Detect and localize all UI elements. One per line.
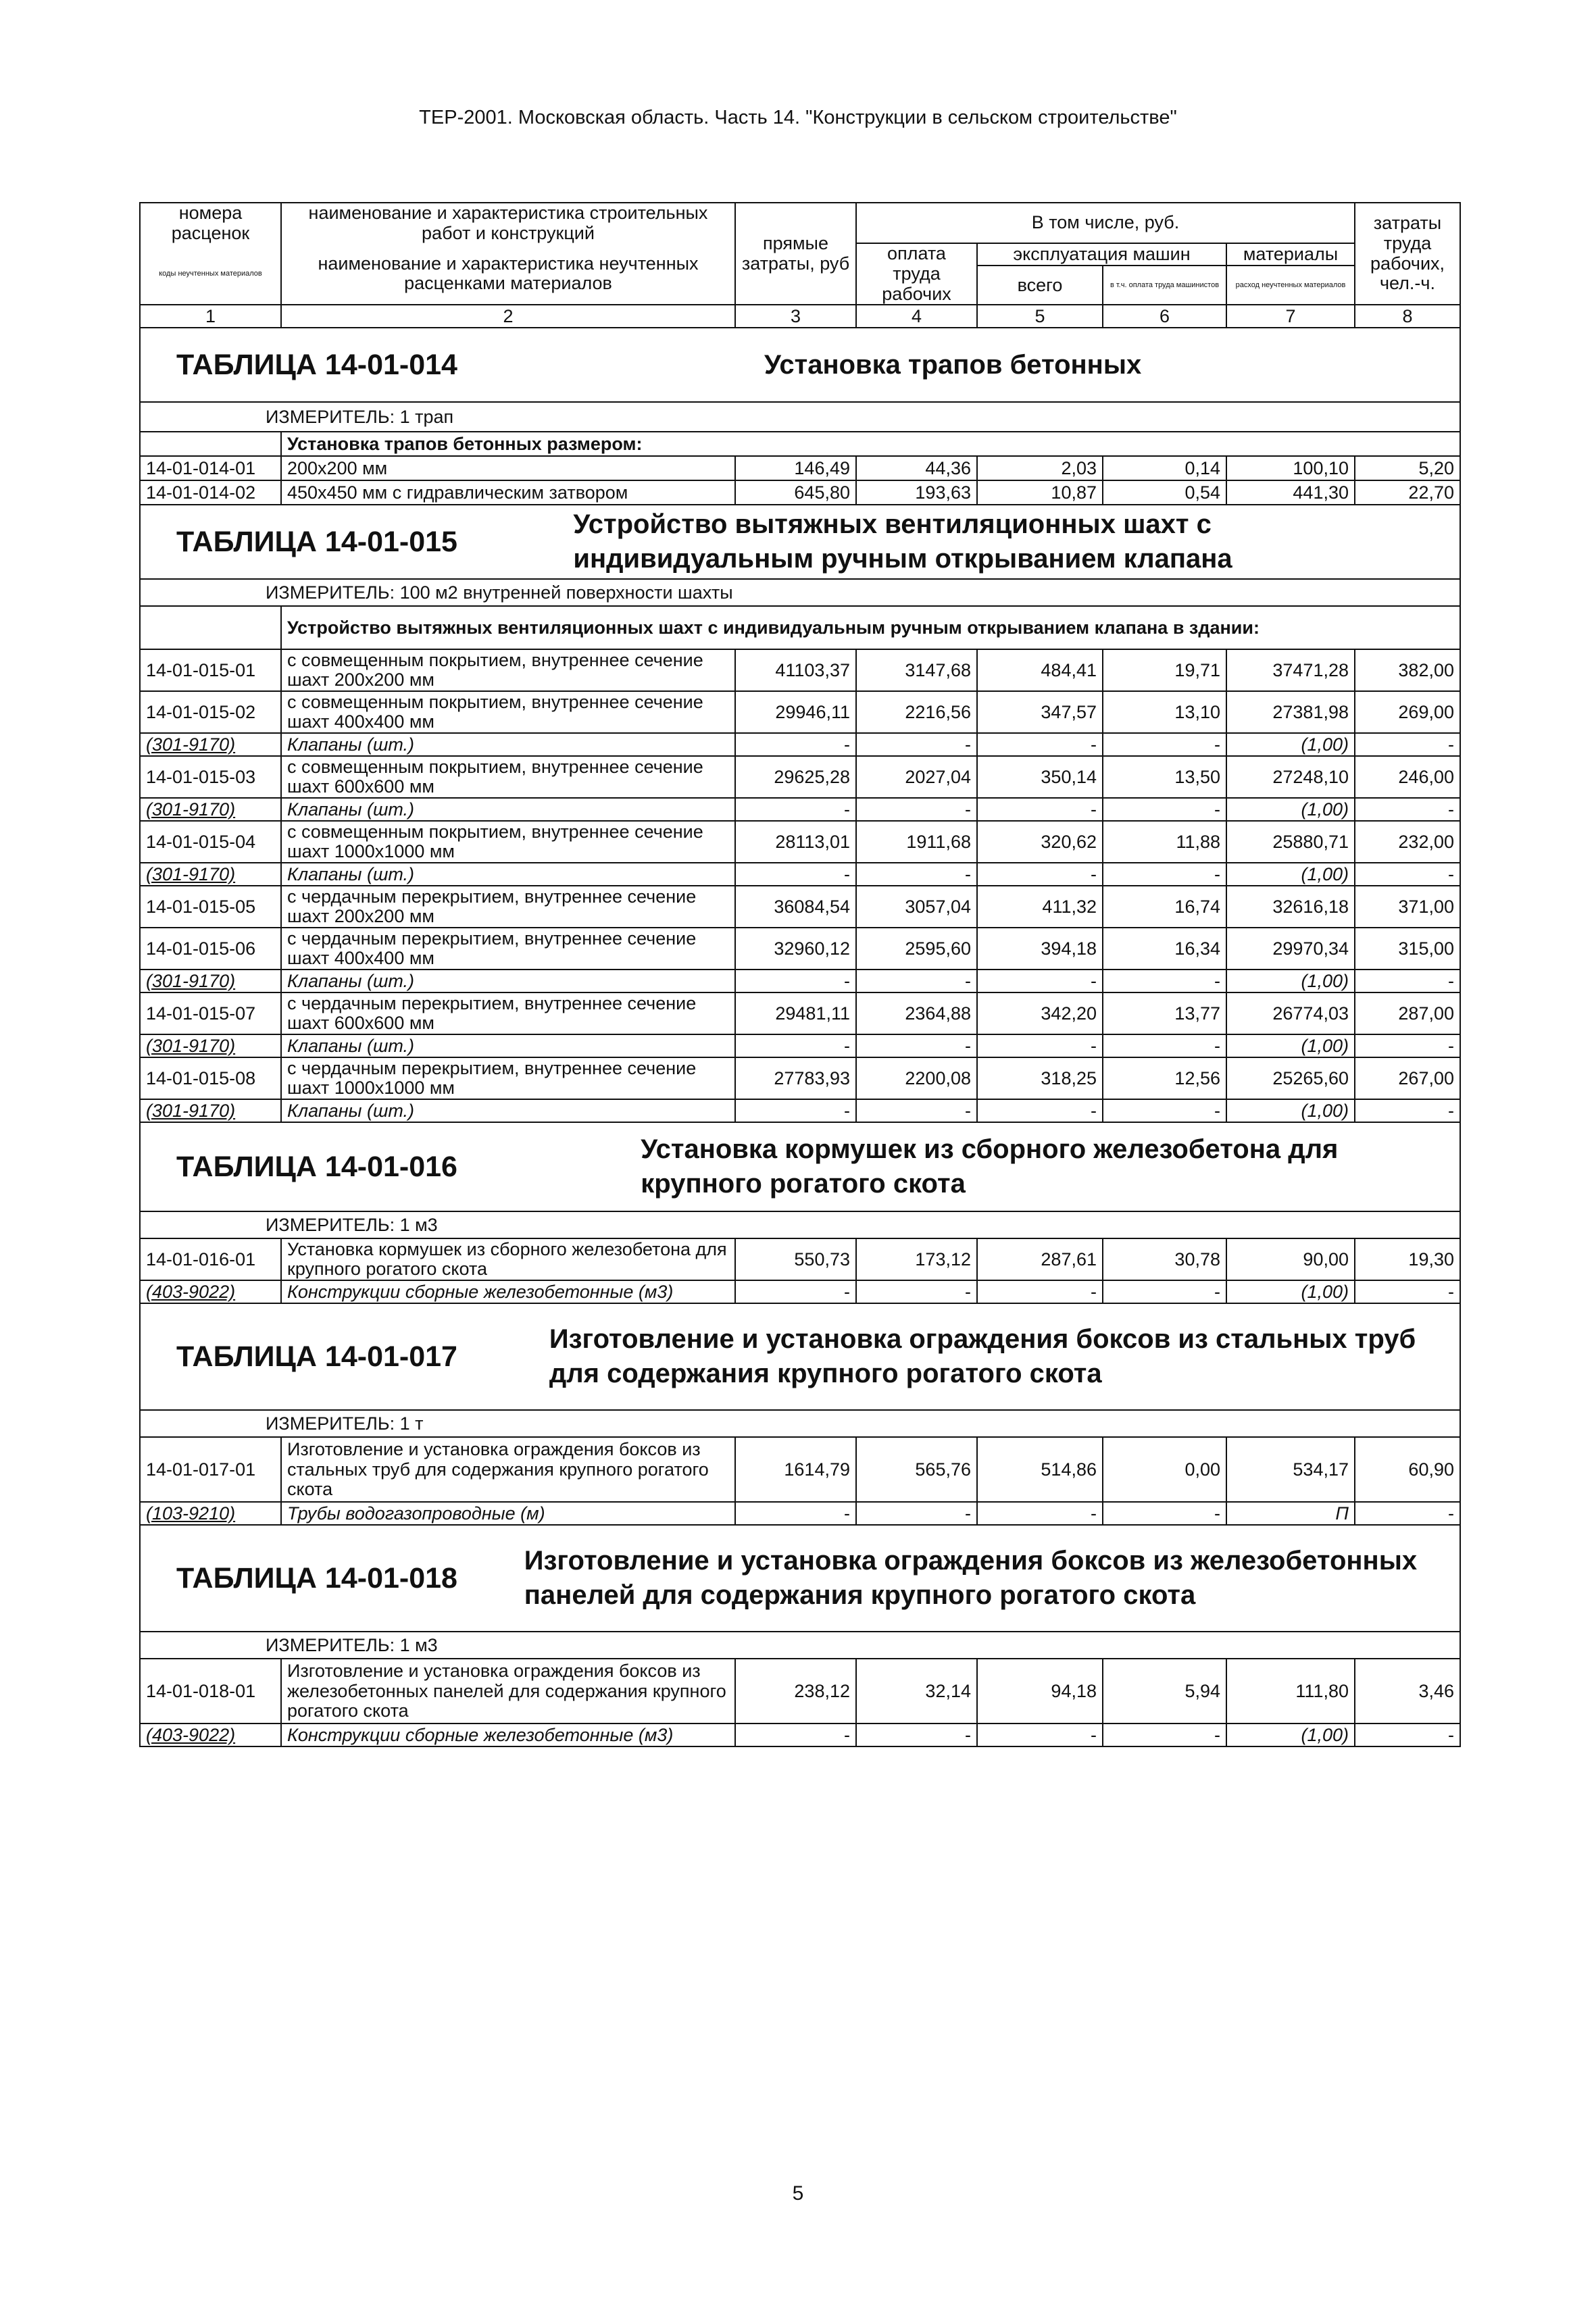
header-row-1 — [140, 203, 1460, 243]
rate-code: 14-01-015-05 — [140, 886, 281, 928]
material-code: (301-9170) — [140, 798, 281, 821]
value-c8: 269,00 — [1355, 691, 1460, 733]
material-code: (301-9170) — [140, 970, 281, 992]
dash-c6: - — [1103, 1099, 1226, 1122]
rate-code: 14-01-015-02 — [140, 691, 281, 733]
value-c3: 550,73 — [735, 1238, 856, 1280]
table-row — [140, 480, 1460, 505]
value-c5: 10,87 — [977, 480, 1103, 505]
column-number: 2 — [281, 305, 735, 328]
value-c7: 37471,28 — [1226, 649, 1355, 691]
value-c5: 94,18 — [977, 1659, 1103, 1724]
value-c4: 44,36 — [856, 456, 977, 480]
table-row — [140, 886, 1460, 928]
value-c3: 29946,11 — [735, 691, 856, 733]
material-code: (301-9170) — [140, 863, 281, 886]
table-row — [140, 456, 1460, 480]
document-title: ТЕР-2001. Московская область. Часть 14. "Конструкции в сельском строительстве" — [419, 107, 1177, 128]
material-name: Трубы водогазопроводные (м) — [281, 1502, 735, 1525]
work-name: с чердачным перекрытием, внутреннее сечение шахт 200х200 мм — [281, 886, 735, 928]
material-name: Клапаны (шт.) — [281, 733, 735, 756]
value-c3: 32960,12 — [735, 928, 856, 970]
dash-c8: - — [1355, 1502, 1460, 1525]
column-number: 6 — [1103, 305, 1226, 328]
measure-row — [140, 1410, 1460, 1437]
rate-code: 14-01-015-03 — [140, 756, 281, 798]
dash-c6: - — [1103, 1280, 1226, 1303]
value-c8: 60,90 — [1355, 1437, 1460, 1502]
value-c4: 565,76 — [856, 1437, 977, 1502]
value-c6: 0,14 — [1103, 456, 1226, 480]
dash-c8: - — [1355, 733, 1460, 756]
table-row — [140, 1659, 1460, 1724]
section-title — [146, 348, 1454, 382]
value-c4: 193,63 — [856, 480, 977, 505]
dash-c5: - — [977, 733, 1103, 756]
value-c6: 0,00 — [1103, 1437, 1226, 1502]
header-unaccounted-materials-label: расход неучтенных материалов — [1235, 280, 1346, 289]
material-code: (301-9170) — [140, 1034, 281, 1057]
subheading: Устройство вытяжных вентиляционных шахт с индивидуальным ручным открыванием клапана в здании: — [281, 606, 1460, 649]
value-c8: 287,00 — [1355, 992, 1460, 1034]
value-c3: 29625,28 — [735, 756, 856, 798]
header-materials: материалы — [1226, 243, 1355, 266]
value-c5: 394,18 — [977, 928, 1103, 970]
material-name: Клапаны (шт.) — [281, 863, 735, 886]
section-title — [146, 507, 1454, 576]
material-code: (103-9210) — [140, 1502, 281, 1525]
table-row — [140, 691, 1460, 733]
section-title-cell — [140, 1122, 1460, 1211]
column-number: 4 — [856, 305, 977, 328]
table-row — [140, 1238, 1460, 1280]
dash-c6: - — [1103, 1034, 1226, 1057]
header-machines: эксплуатация машин — [977, 243, 1226, 266]
value-c7: 534,17 — [1226, 1437, 1355, 1502]
section-title-row — [140, 1303, 1460, 1410]
value-c7: 25880,71 — [1226, 821, 1355, 863]
dash-c3: - — [735, 1724, 856, 1746]
value-c7: 27381,98 — [1226, 691, 1355, 733]
section-title-row — [140, 1525, 1460, 1632]
material-row — [140, 1280, 1460, 1303]
dash-c4: - — [856, 1280, 977, 1303]
table-name: Изготовление и установка ограждения боксов из стальных труб для содержания крупного рогатого скота — [549, 1324, 1416, 1389]
material-code: (301-9170) — [140, 1099, 281, 1122]
value-c6: 5,94 — [1103, 1659, 1226, 1724]
dash-c4: - — [856, 1724, 977, 1746]
section-title-cell — [140, 1303, 1460, 1410]
value-c5: 514,86 — [977, 1437, 1103, 1502]
table-id: ТАБЛИЦА 14-01-016 — [176, 1150, 457, 1183]
measure-unit: ИЗМЕРИТЕЛЬ: 100 м2 внутренней поверхности шахты — [140, 579, 1460, 606]
value-c4: 3147,68 — [856, 649, 977, 691]
dash-c8: - — [1355, 798, 1460, 821]
value-c8: 371,00 — [1355, 886, 1460, 928]
value-c5: 287,61 — [977, 1238, 1103, 1280]
header-machinist-pay-label: в т.ч. оплата труда машинистов — [1109, 280, 1220, 289]
value-c8: 267,00 — [1355, 1057, 1460, 1099]
measure-unit: ИЗМЕРИТЕЛЬ: 1 т — [140, 1410, 1460, 1437]
value-c6: 13,77 — [1103, 992, 1226, 1034]
subheading-code-cell — [140, 432, 281, 456]
dash-c3: - — [735, 798, 856, 821]
value-c5: 318,25 — [977, 1057, 1103, 1099]
material-quantity: (1,00) — [1226, 798, 1355, 821]
column-number: 7 — [1226, 305, 1355, 328]
measure-unit: ИЗМЕРИТЕЛЬ: 1 м3 — [140, 1632, 1460, 1659]
dash-c4: - — [856, 1034, 977, 1057]
value-c7: 32616,18 — [1226, 886, 1355, 928]
section-title — [146, 1132, 1454, 1201]
value-c6: 13,50 — [1103, 756, 1226, 798]
material-name: Конструкции сборные железобетонные (м3) — [281, 1280, 735, 1303]
value-c7: 90,00 — [1226, 1238, 1355, 1280]
material-name: Клапаны (шт.) — [281, 970, 735, 992]
table-body — [140, 203, 1460, 1746]
value-c5: 342,20 — [977, 992, 1103, 1034]
header-rate-number: номера расценок — [140, 203, 281, 243]
value-c4: 2216,56 — [856, 691, 977, 733]
value-c4: 2027,04 — [856, 756, 977, 798]
rate-code: 14-01-015-04 — [140, 821, 281, 863]
value-c8: 382,00 — [1355, 649, 1460, 691]
dash-c6: - — [1103, 733, 1226, 756]
table-row — [140, 821, 1460, 863]
rate-code: 14-01-015-01 — [140, 649, 281, 691]
value-c6: 16,34 — [1103, 928, 1226, 970]
dash-c5: - — [977, 1034, 1103, 1057]
page-number: 5 — [792, 2182, 804, 2205]
value-c3: 36084,54 — [735, 886, 856, 928]
header-machines-total: всего — [977, 266, 1103, 305]
measure-row — [140, 1632, 1460, 1659]
value-c6: 0,54 — [1103, 480, 1226, 505]
value-c4: 1911,68 — [856, 821, 977, 863]
value-c8: 3,46 — [1355, 1659, 1460, 1724]
dash-c5: - — [977, 863, 1103, 886]
work-name: с чердачным перекрытием, внутреннее сечение шахт 400х400 мм — [281, 928, 735, 970]
rate-code: 14-01-015-06 — [140, 928, 281, 970]
measure-unit: ИЗМЕРИТЕЛЬ: 1 трап — [140, 402, 1460, 432]
value-c3: 28113,01 — [735, 821, 856, 863]
value-c6: 13,10 — [1103, 691, 1226, 733]
work-name: с совмещенным покрытием, внутреннее сечение шахт 600х600 мм — [281, 756, 735, 798]
section-title — [146, 1322, 1454, 1391]
table-row — [140, 992, 1460, 1034]
dash-c6: - — [1103, 1502, 1226, 1525]
material-row — [140, 1502, 1460, 1525]
rate-code: 14-01-017-01 — [140, 1437, 281, 1502]
table-id: ТАБЛИЦА 14-01-015 — [176, 525, 457, 558]
material-name: Клапаны (шт.) — [281, 1034, 735, 1057]
table-id: ТАБЛИЦА 14-01-014 — [176, 348, 457, 381]
value-c7: 441,30 — [1226, 480, 1355, 505]
dash-c3: - — [735, 863, 856, 886]
value-c5: 411,32 — [977, 886, 1103, 928]
value-c4: 3057,04 — [856, 886, 977, 928]
material-quantity: (1,00) — [1226, 1280, 1355, 1303]
value-c6: 19,71 — [1103, 649, 1226, 691]
value-c3: 146,49 — [735, 456, 856, 480]
rate-code: 14-01-018-01 — [140, 1659, 281, 1724]
dash-c3: - — [735, 1280, 856, 1303]
dash-c5: - — [977, 970, 1103, 992]
rate-code: 14-01-014-01 — [140, 456, 281, 480]
section-title-row — [140, 328, 1460, 402]
header-including-group: В том числе, руб. — [856, 203, 1355, 243]
value-c8: 22,70 — [1355, 480, 1460, 505]
material-row — [140, 863, 1460, 886]
dash-c3: - — [735, 1099, 856, 1122]
section-title-row — [140, 505, 1460, 579]
header-material-codes — [140, 243, 281, 305]
dash-c6: - — [1103, 798, 1226, 821]
material-code: (403-9022) — [140, 1280, 281, 1303]
header-machinist-pay — [1103, 266, 1226, 305]
measure-unit: ИЗМЕРИТЕЛЬ: 1 м3 — [140, 1211, 1460, 1238]
work-name: с совмещенным покрытием, внутреннее сечение шахт 400х400 мм — [281, 691, 735, 733]
value-c4: 173,12 — [856, 1238, 977, 1280]
material-row — [140, 970, 1460, 992]
value-c8: 19,30 — [1355, 1238, 1460, 1280]
value-c5: 320,62 — [977, 821, 1103, 863]
dash-c8: - — [1355, 1724, 1460, 1746]
section-title-row — [140, 1122, 1460, 1211]
material-quantity: (1,00) — [1226, 863, 1355, 886]
dash-c4: - — [856, 733, 977, 756]
table-row — [140, 1057, 1460, 1099]
rate-code: 14-01-016-01 — [140, 1238, 281, 1280]
rates-table — [139, 202, 1461, 1747]
material-quantity: (1,00) — [1226, 1034, 1355, 1057]
dash-c5: - — [977, 1502, 1103, 1525]
table-name: Установка кормушек из сборного железобетона для крупного рогатого скота — [641, 1134, 1339, 1199]
header-unaccounted-materials — [1226, 266, 1355, 305]
value-c3: 29481,11 — [735, 992, 856, 1034]
material-row — [140, 1724, 1460, 1746]
dash-c5: - — [977, 798, 1103, 821]
value-c8: 315,00 — [1355, 928, 1460, 970]
value-c6: 30,78 — [1103, 1238, 1226, 1280]
material-quantity: (1,00) — [1226, 1724, 1355, 1746]
value-c4: 2364,88 — [856, 992, 977, 1034]
table-name: Изготовление и установка ограждения боксов из железобетонных панелей для содержания крупного рогатого скота — [524, 1546, 1418, 1611]
dash-c3: - — [735, 733, 856, 756]
work-name: с чердачным перекрытием, внутреннее сечение шахт 600х600 мм — [281, 992, 735, 1034]
dash-c6: - — [1103, 970, 1226, 992]
rate-code: 14-01-014-02 — [140, 480, 281, 505]
work-name: 200х200 мм — [281, 456, 735, 480]
subheading-row — [140, 606, 1460, 649]
value-c7: 111,80 — [1226, 1659, 1355, 1724]
column-number: 1 — [140, 305, 281, 328]
work-name: с совмещенным покрытием, внутреннее сечение шахт 1000х1000 мм — [281, 821, 735, 863]
table-id: ТАБЛИЦА 14-01-018 — [176, 1561, 457, 1594]
material-row — [140, 1034, 1460, 1057]
material-quantity: П — [1226, 1502, 1355, 1525]
dash-c4: - — [856, 970, 977, 992]
table-row — [140, 649, 1460, 691]
material-quantity: (1,00) — [1226, 970, 1355, 992]
section-title — [146, 1544, 1454, 1613]
section-title-cell — [140, 505, 1460, 579]
header-material-codes-label: коды неучтенных материалов — [159, 269, 262, 278]
header-worker-pay: оплата труда рабочих — [856, 243, 977, 305]
dash-c8: - — [1355, 1034, 1460, 1057]
dash-c5: - — [977, 1280, 1103, 1303]
column-number: 5 — [977, 305, 1103, 328]
column-number: 3 — [735, 305, 856, 328]
table-row — [140, 1437, 1460, 1502]
dash-c6: - — [1103, 1724, 1226, 1746]
work-name: с чердачным перекрытием, внутреннее сечение шахт 1000х1000 мм — [281, 1057, 735, 1099]
value-c3: 27783,93 — [735, 1057, 856, 1099]
rate-code: 14-01-015-07 — [140, 992, 281, 1034]
section-title-cell — [140, 1525, 1460, 1632]
measure-row — [140, 579, 1460, 606]
measure-row — [140, 1211, 1460, 1238]
value-c3: 645,80 — [735, 480, 856, 505]
dash-c3: - — [735, 1502, 856, 1525]
table-row — [140, 756, 1460, 798]
value-c6: 12,56 — [1103, 1057, 1226, 1099]
dash-c4: - — [856, 1099, 977, 1122]
material-code: (301-9170) — [140, 733, 281, 756]
value-c5: 350,14 — [977, 756, 1103, 798]
work-name: 450х450 мм с гидравлическим затвором — [281, 480, 735, 505]
header-material-names: наименование и характеристика неучтенных расценками материалов — [281, 243, 735, 305]
dash-c6: - — [1103, 863, 1226, 886]
column-number: 8 — [1355, 305, 1460, 328]
work-name: с совмещенным покрытием, внутреннее сечение шахт 200х200 мм — [281, 649, 735, 691]
header-labor-costs: затраты труда рабочих, чел.-ч. — [1355, 203, 1460, 305]
dash-c4: - — [856, 1502, 977, 1525]
value-c7: 25265,60 — [1226, 1057, 1355, 1099]
value-c5: 484,41 — [977, 649, 1103, 691]
dash-c3: - — [735, 970, 856, 992]
subheading: Установка трапов бетонных размером: — [281, 432, 1460, 456]
dash-c4: - — [856, 863, 977, 886]
header-work-name: наименование и характеристика строительных работ и конструкций — [281, 203, 735, 243]
value-c6: 16,74 — [1103, 886, 1226, 928]
header-direct-costs: прямые затраты, руб — [735, 203, 856, 305]
value-c4: 32,14 — [856, 1659, 977, 1724]
table-name: Установка трапов бетонных — [764, 349, 1142, 380]
material-quantity: (1,00) — [1226, 733, 1355, 756]
subheading-code-cell — [140, 606, 281, 649]
value-c3: 1614,79 — [735, 1437, 856, 1502]
value-c8: 232,00 — [1355, 821, 1460, 863]
material-name: Клапаны (шт.) — [281, 1099, 735, 1122]
work-name: Установка кормушек из сборного железобетона для крупного рогатого скота — [281, 1238, 735, 1280]
section-title-cell — [140, 328, 1460, 402]
material-quantity: (1,00) — [1226, 1099, 1355, 1122]
table-row — [140, 928, 1460, 970]
value-c3: 41103,37 — [735, 649, 856, 691]
value-c7: 100,10 — [1226, 456, 1355, 480]
table-id: ТАБЛИЦА 14-01-017 — [176, 1340, 457, 1373]
dash-c5: - — [977, 1099, 1103, 1122]
value-c5: 2,03 — [977, 456, 1103, 480]
table-name: Устройство вытяжных вентиляционных шахт с индивидуальным ручным открыванием клапана — [573, 509, 1232, 574]
value-c5: 347,57 — [977, 691, 1103, 733]
rate-code: 14-01-015-08 — [140, 1057, 281, 1099]
value-c4: 2200,08 — [856, 1057, 977, 1099]
value-c4: 2595,60 — [856, 928, 977, 970]
material-name: Конструкции сборные железобетонные (м3) — [281, 1724, 735, 1746]
measure-row — [140, 402, 1460, 432]
value-c8: 5,20 — [1355, 456, 1460, 480]
dash-c8: - — [1355, 863, 1460, 886]
material-row — [140, 798, 1460, 821]
work-name: Изготовление и установка ограждения боксов из стальных труб для содержания крупного рогатого скота — [281, 1437, 735, 1502]
value-c7: 26774,03 — [1226, 992, 1355, 1034]
column-numbers-row — [140, 305, 1460, 328]
value-c7: 27248,10 — [1226, 756, 1355, 798]
material-name: Клапаны (шт.) — [281, 798, 735, 821]
dash-c5: - — [977, 1724, 1103, 1746]
dash-c3: - — [735, 1034, 856, 1057]
value-c8: 246,00 — [1355, 756, 1460, 798]
dash-c4: - — [856, 798, 977, 821]
value-c3: 238,12 — [735, 1659, 856, 1724]
dash-c8: - — [1355, 970, 1460, 992]
material-row — [140, 1099, 1460, 1122]
dash-c8: - — [1355, 1099, 1460, 1122]
work-name: Изготовление и установка ограждения боксов из железобетонных панелей для содержания крупного рогатого скота — [281, 1659, 735, 1724]
material-row — [140, 733, 1460, 756]
value-c7: 29970,34 — [1226, 928, 1355, 970]
material-code: (403-9022) — [140, 1724, 281, 1746]
value-c6: 11,88 — [1103, 821, 1226, 863]
subheading-row — [140, 432, 1460, 456]
dash-c8: - — [1355, 1280, 1460, 1303]
